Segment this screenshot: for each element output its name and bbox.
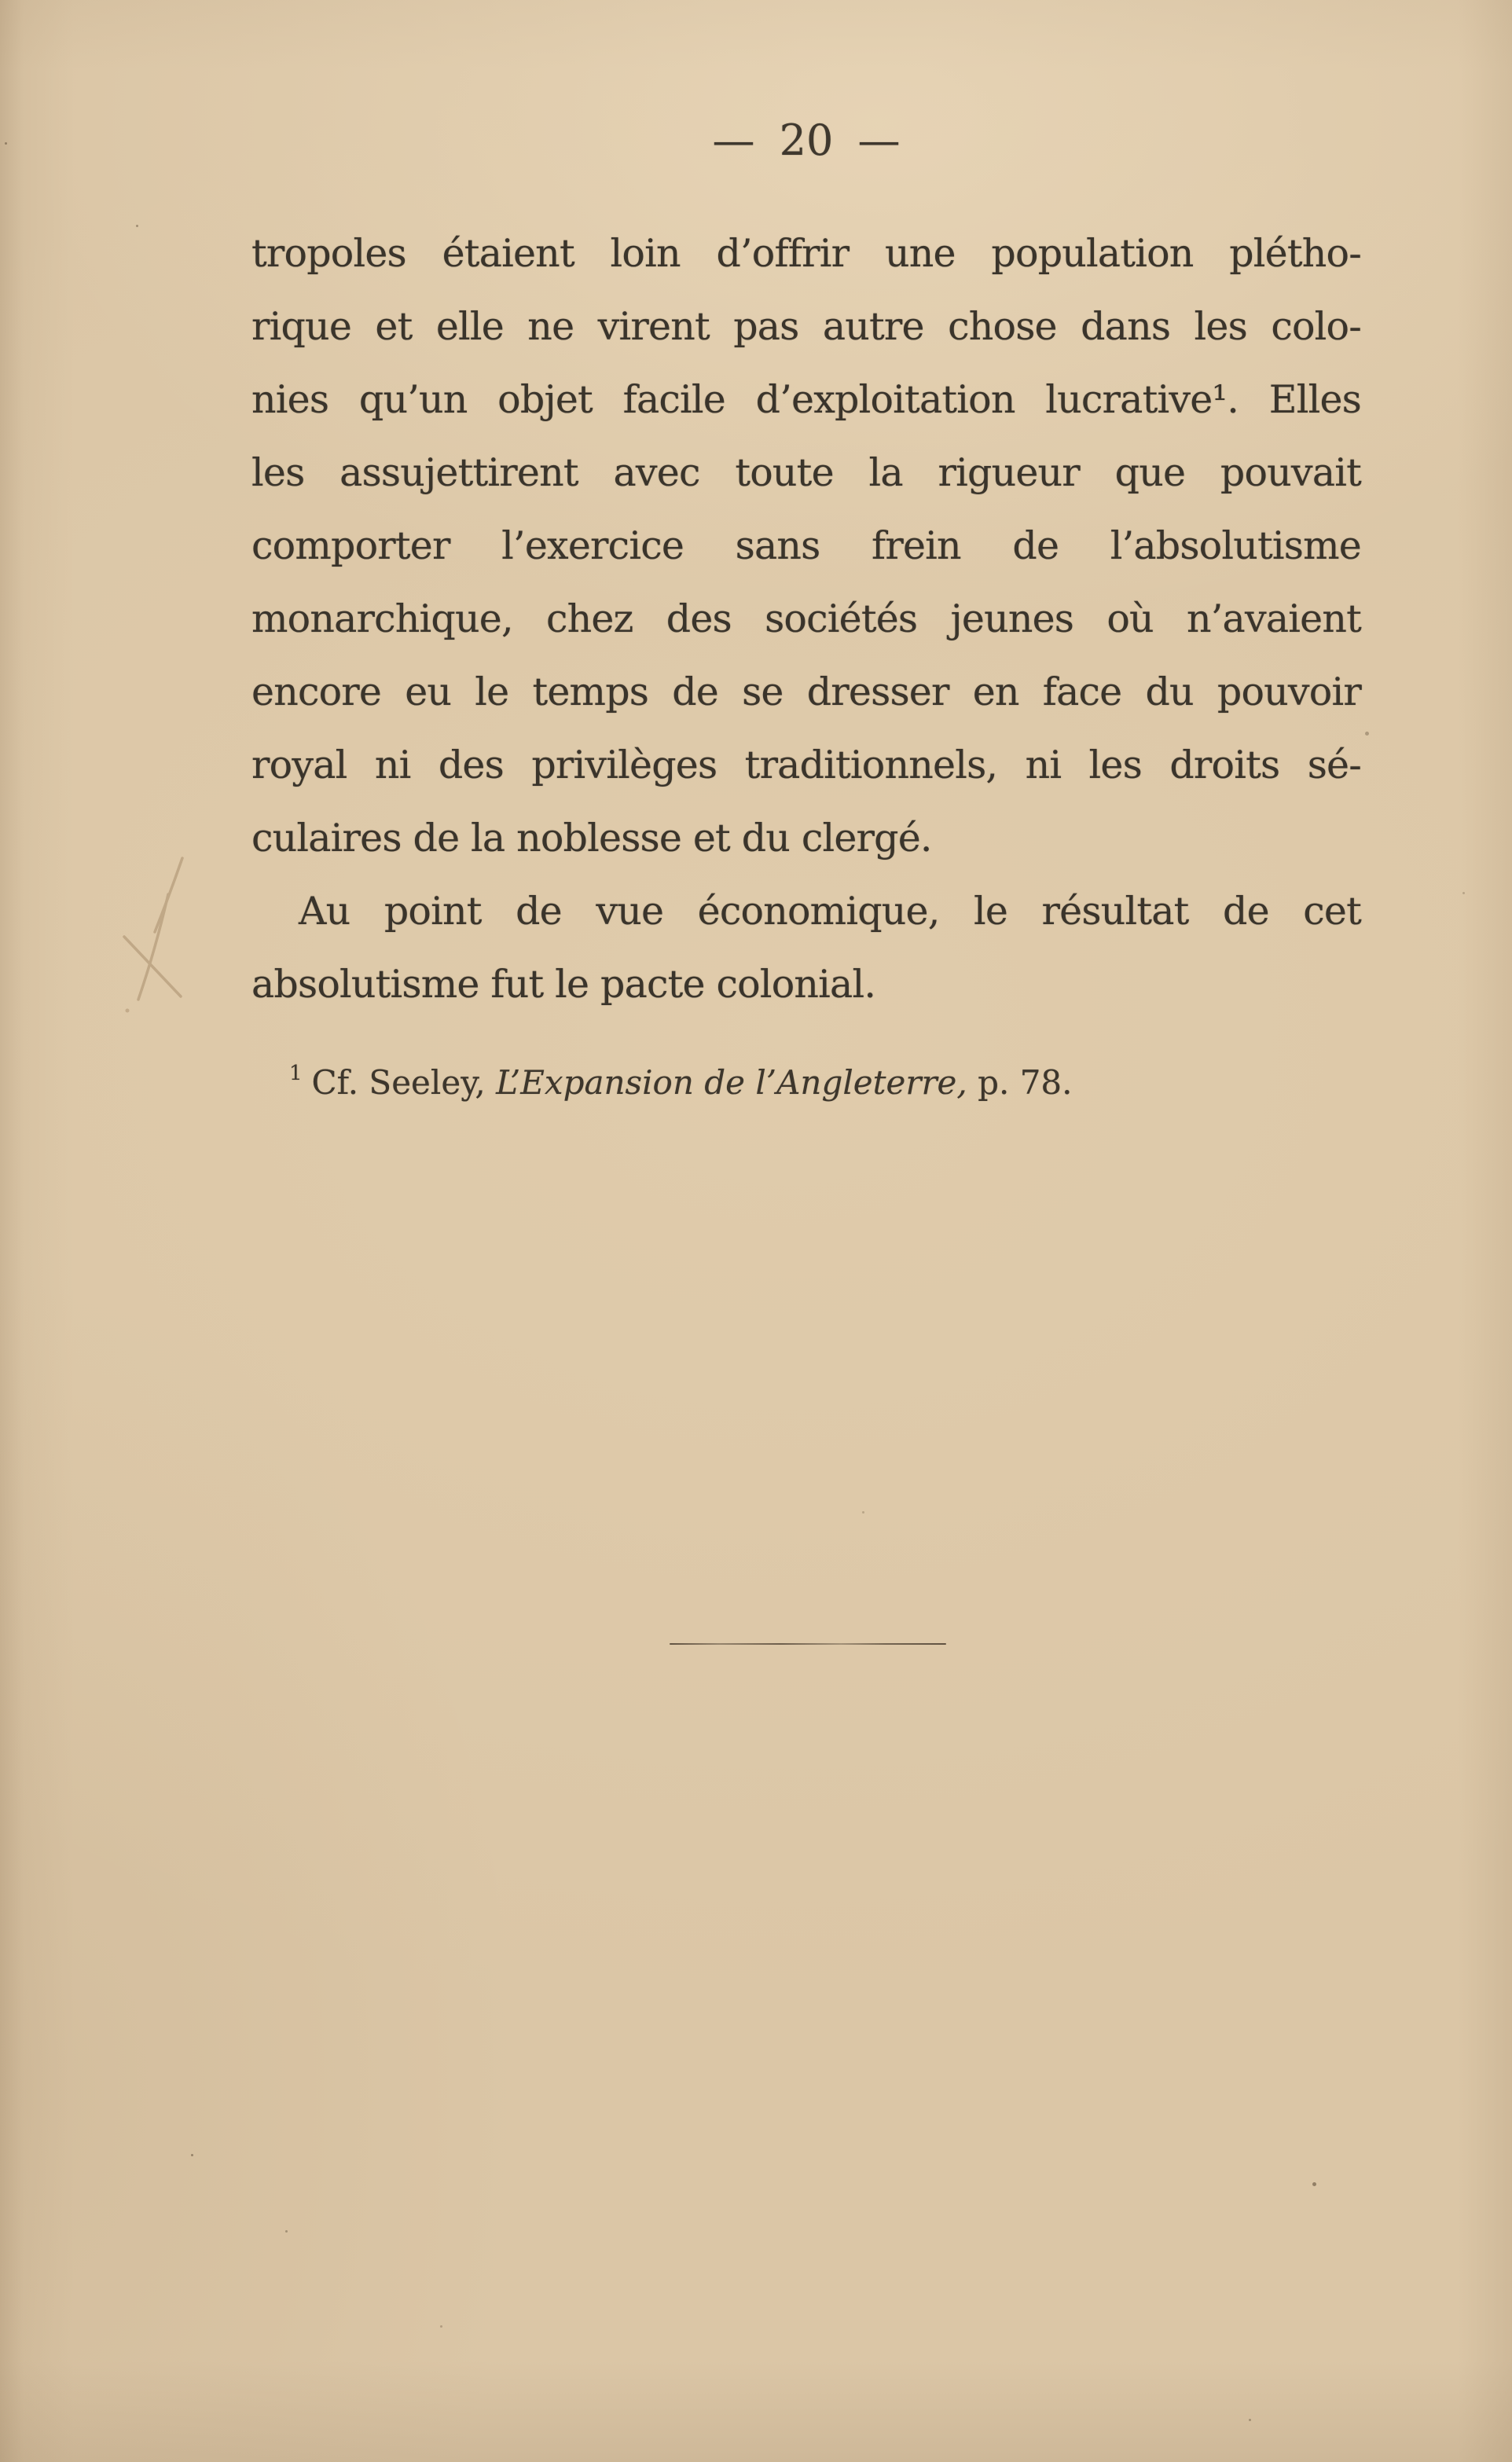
text-line: comporter l’exercice sans frein de l’absolutisme [251,523,1361,568]
footnote [251,1053,1361,1103]
text-line: tropoles étaient loin d’offrir une population plétho- [251,231,1361,276]
page-number: — 20 — [712,116,901,165]
text-line: encore eu le temps de se dresser en face du pouvoir [251,670,1361,714]
pencil-margin-marks [110,849,196,1018]
text-line: les assujettirent avec toute la rigueur que pouvait [251,450,1361,495]
text-line: rique et elle ne virent pas autre chose dans les colo- [251,304,1361,349]
text-line-paragraph-start: Au point de vue économique, le résultat de cet [299,889,1361,934]
text-line: nies qu’un objet facile d’exploitation lucrative¹. Elles [251,377,1361,422]
text-line: royal ni des privilèges traditionnels, ni les droits sé- [251,743,1361,787]
footnote-book-title: L’Expansion de l’Angleterre, [496,1063,967,1102]
pencil-x-stroke-icon [138,894,168,1000]
text-line-paragraph-end: absolutisme fut le pacte colonial. [251,962,876,1007]
footnote-text: Cf. Seeley, [311,1063,497,1102]
body-text [251,217,1361,1021]
paper-specks [0,0,2,2]
pencil-x-stroke-icon [124,937,181,996]
pencil-dot-icon [126,1009,130,1013]
text-line: monarchique, chez des sociétés jeunes où n’avaient [251,596,1361,641]
footnote-reference-mark: 1 [289,1062,303,1085]
horizontal-rule [670,1643,946,1645]
footnote-page-ref: p. 78. [967,1063,1073,1102]
text-line-paragraph-end: culaires de la noblesse et du clergé. [251,816,932,860]
